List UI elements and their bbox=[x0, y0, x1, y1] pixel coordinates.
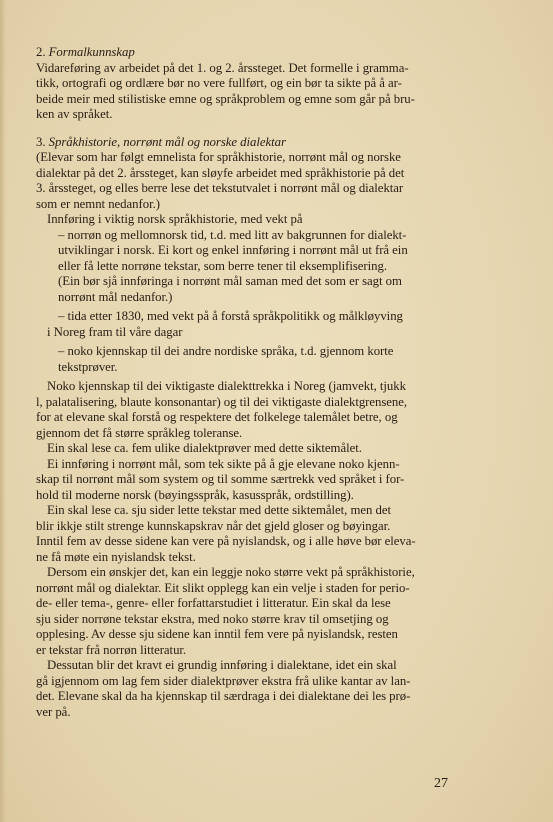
text-line: skap til norrønt mål som system og til somme særtrekk ved språket i for- bbox=[36, 472, 405, 486]
bullet-line: eller få lette norrøne tekstar, som berre tener til eksemplifisering. bbox=[58, 258, 387, 273]
bullet-line: (Ein bør sjå innføringa i norrønt mål saman med det som er sagt om bbox=[58, 274, 402, 288]
paragraph-norront-innforing bbox=[36, 457, 456, 504]
text-line: Ein skal lese ca. sju sider lette tekstar med dette siktemålet, men det bbox=[47, 503, 391, 517]
bullet-tida-etter-1830 bbox=[36, 309, 456, 340]
section-number: 2. bbox=[36, 45, 46, 59]
section-3-intro bbox=[36, 150, 456, 212]
bullet-line: – norrøn og mellomnorsk tid, t.d. med litt av bakgrunnen for dialekt- bbox=[58, 227, 407, 242]
text-line: Noko kjennskap til dei viktigaste dialekttrekka i Noreg (jamvekt, tjukk bbox=[47, 379, 406, 393]
section-number: 3. bbox=[36, 134, 46, 149]
text-line: Dersom ein ønskjer det, kan ein leggje noko større vekt på språkhistorie, bbox=[47, 565, 415, 579]
text-line: l, palatalisering, blaute konsonantar) og til dei viktigaste dialektgrensene, bbox=[36, 394, 408, 409]
text-line: sju sider norrøne tekstar ekstra, med noko større krav til omsetjing og bbox=[36, 611, 389, 626]
text-line: er tekstar frå norrøn litteratur. bbox=[36, 642, 187, 657]
text-line: Vidareføring av arbeidet på det 1. og 2. årssteget. Det formelle i gramma- bbox=[36, 60, 409, 75]
page-edge-shadow bbox=[0, 0, 6, 822]
bullet-line: – noko kjennskap til dei andre nordiske språka, t.d. gjennom korte bbox=[58, 344, 394, 358]
text-line: Ein skal lese ca. fem ulike dialektprøver med dette siktemålet. bbox=[47, 441, 362, 455]
section-2-heading bbox=[36, 45, 456, 61]
text-line: tikk, ortografi og ordlære bør no vere fullført, og ein bør ta sikte på å ar- bbox=[36, 76, 402, 90]
text-line: gå igjennom om lag fem sider dialektprøver ekstra frå ulike kantar av lan- bbox=[36, 673, 411, 688]
paragraph-dialektane bbox=[36, 658, 456, 720]
text-line: norrønt mål og dialektar. Eit slikt opplegg kan ein velje i staden for perio- bbox=[36, 580, 410, 595]
bullet-line: utviklingar i norsk. Ei kort og enkel innføring i norrønt mål ut frå ein bbox=[58, 243, 408, 257]
text-line: Ei innføring i norrønt mål, som tek sikte på å gje elevane noko kjenn- bbox=[47, 456, 400, 471]
text-line: ver på. bbox=[36, 704, 71, 719]
bullet-nordiske-sprak bbox=[36, 344, 456, 375]
text-line: hold til moderne norsk (bøyingsspråk, kasusspråk, ordstilling). bbox=[36, 487, 354, 502]
section-title: Språkhistorie, norrønt mål og norske dialektar bbox=[48, 134, 286, 149]
text-line: de- eller tema-, genre- eller forfattarstudiet i litteratur. Ein skal da lese bbox=[36, 596, 391, 610]
text-line: beide meir med stilistiske emne og språkproblem og emne som går på bru- bbox=[36, 91, 415, 106]
text-line: ken av språket. bbox=[36, 107, 113, 121]
text-line: (Elevar som har følgt emnelista for språkhistorie, norrønt mål og norske bbox=[36, 150, 401, 164]
text-line: Inntil fem av desse sidene kan vere på nyislandsk, og i alle høve bør eleva- bbox=[36, 534, 416, 548]
text-line: opplesing. Av desse sju sidene kan inntil fem vere på nyislandsk, resten bbox=[36, 627, 398, 641]
text-line: det. Elevane skal da ha kjennskap til særdraga i dei dialektane dei les prø- bbox=[36, 689, 411, 703]
paragraph-lette-tekstar bbox=[36, 503, 456, 565]
text-line: for at elevane skal forstå og respektere det folkelege talemålet betre, og bbox=[36, 410, 398, 424]
text-line: som er nemnt nedanfor.) bbox=[36, 196, 160, 211]
paragraph-dialekttrekk bbox=[36, 379, 456, 441]
bullet-line: – tida etter 1830, med vekt på å forstå språkpolitikk og målkløyving bbox=[58, 309, 403, 323]
text-line: dialektar på det 2. årssteget, kan sløyfe arbeidet med språkhistorie på det bbox=[36, 165, 405, 180]
bullet-line: norrønt mål nedanfor.) bbox=[58, 289, 173, 304]
paragraph-dialektprover bbox=[36, 441, 456, 457]
page-number: 27 bbox=[434, 776, 448, 791]
bullet-line: tekstprøver. bbox=[58, 359, 118, 374]
text-line: ne få møte ein nyislandsk tekst. bbox=[36, 549, 196, 564]
text-line: Dessutan blir det kravt ei grundig innføring i dialektane, idet ein skal bbox=[47, 658, 397, 672]
section-2-text bbox=[36, 61, 456, 123]
section-3-heading bbox=[36, 135, 456, 151]
bullet-norron-tid bbox=[36, 228, 456, 306]
text-line: blir ikkje stilt strenge kunnskapskrav når det gjeld gloser og bøyingar. bbox=[36, 518, 391, 533]
text-line: 3. årssteget, og elles berre lese det tekstutvalet i norrønt mål og dialektar bbox=[36, 181, 404, 195]
document-body bbox=[36, 45, 456, 720]
text-line: gjennom det få større språkleg toleranse. bbox=[36, 425, 243, 440]
paragraph-storre-vekt bbox=[36, 565, 456, 658]
bullet-line: i Noreg fram til våre dagar bbox=[47, 324, 183, 339]
section-title: Formalkunnskap bbox=[48, 45, 135, 59]
intro-sentence: Innføring i viktig norsk språkhistorie, med vekt på bbox=[47, 212, 303, 226]
